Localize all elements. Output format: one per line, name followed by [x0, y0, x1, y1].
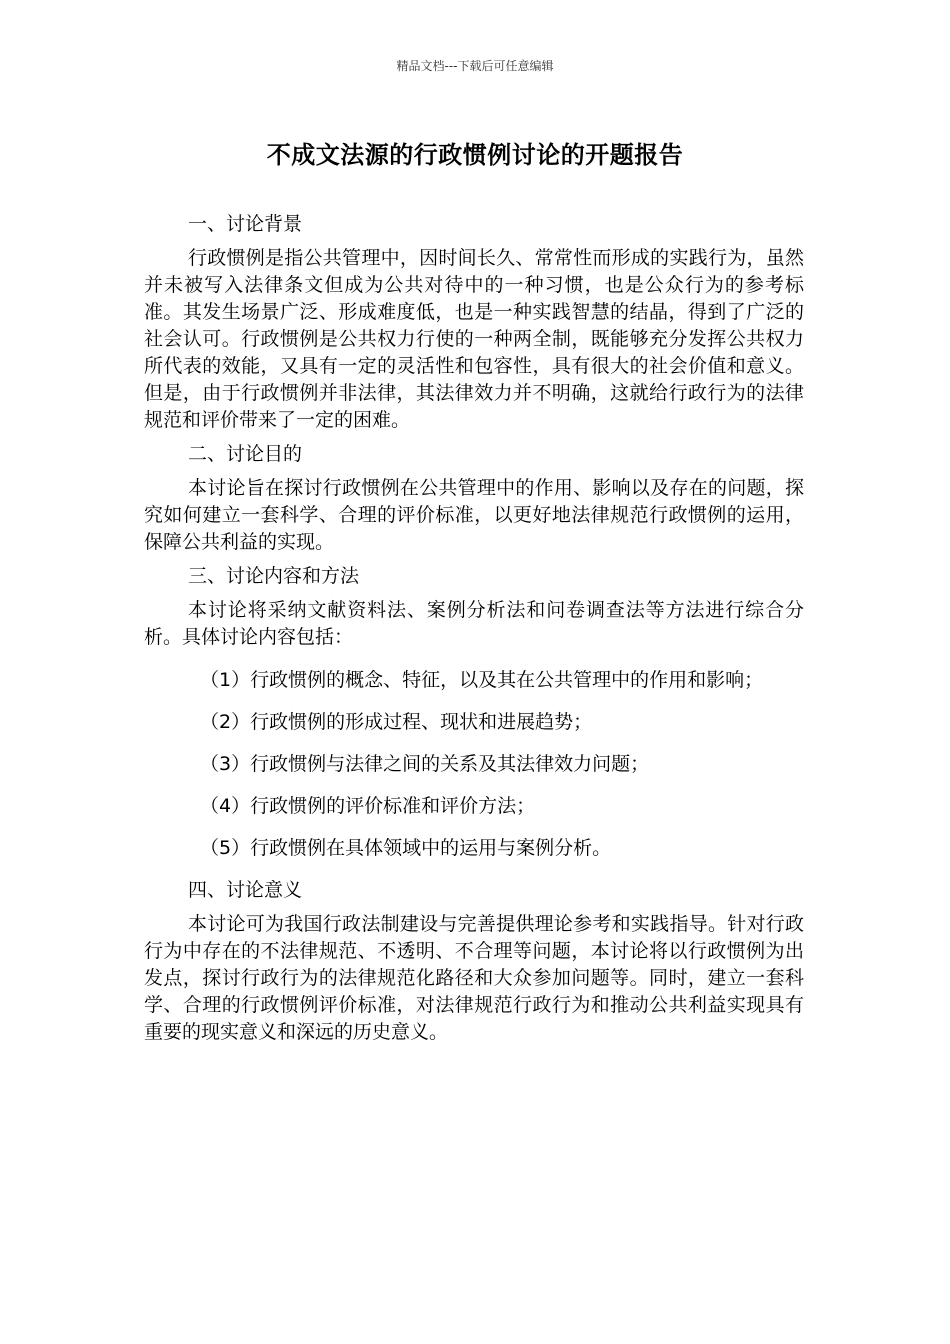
list-item: （1）行政惯例的概念、特征，以及其在公共管理中的作用和影响；	[200, 669, 764, 691]
list-item: （5）行政惯例在具体领域中的运用与案例分析。	[200, 837, 612, 859]
list-item: （2）行政惯例的形成过程、现状和进展趋势；	[200, 711, 593, 733]
research-content-list	[144, 667, 804, 862]
section-paragraph-purpose: 本讨论旨在探讨行政惯例在公共管理中的作用、影响以及存在的问题，探究如何建立一套科学、合理的评价标准，以更好地法律规范行政惯例的运用，保障公共利益的实现。	[144, 477, 804, 553]
section-heading-purpose: 二、讨论目的	[188, 443, 303, 465]
section-paragraph-background: 行政惯例是指公共管理中，因时间长久、常常性而形成的实践行为，虽然并未被写入法律条文但成为公共对待中的一种习惯，也是公众行为的参考标准。其发生场景广泛、形成难度低，也是一种实践智慧的结晶，得到了广泛的社会认可。行政惯例是公共权力行使的一种两全制，既能够充分发挥公共权力所代表的效能，又具有一定的灵活性和包容性，具有很大的社会价值和意义。但是，由于行政惯例并非法律，其法律效力并不明确，这就给行政行为的法律规范和评价带来了一定的困难。	[144, 247, 804, 431]
page-header-text: 精品文档---下载后可任意编辑	[396, 59, 554, 73]
section-heading-background: 一、讨论背景	[188, 213, 303, 235]
section-heading-content-method: 三、讨论内容和方法	[188, 565, 360, 587]
list-item: （3）行政惯例与法律之间的关系及其法律效力问题；	[200, 753, 650, 775]
section-paragraph-content-method: 本讨论将采纳文献资料法、案例分析法和问卷调查法等方法进行综合分析。具体讨论内容包括：	[144, 599, 804, 648]
section-paragraph-significance: 本讨论可为我国行政法制建设与完善提供理论参考和实践指导。针对行政行为中存在的不法律规范、不透明、不合理等问题，本讨论将以行政惯例为出发点，探讨行政行为的法律规范化路径和大众参加问题等。同时，建立一套科学、合理的行政惯例评价标准，对法律规范行政行为和推动公共利益实现具有重要的现实意义和深远的历史意义。	[144, 913, 804, 1043]
section-heading-significance: 四、讨论意义	[188, 879, 303, 901]
document-title: 不成文法源的行政惯例讨论的开题报告	[266, 141, 684, 169]
document-body	[144, 211, 804, 1053]
list-item: （4）行政惯例的评价标准和评价方法；	[200, 795, 536, 817]
